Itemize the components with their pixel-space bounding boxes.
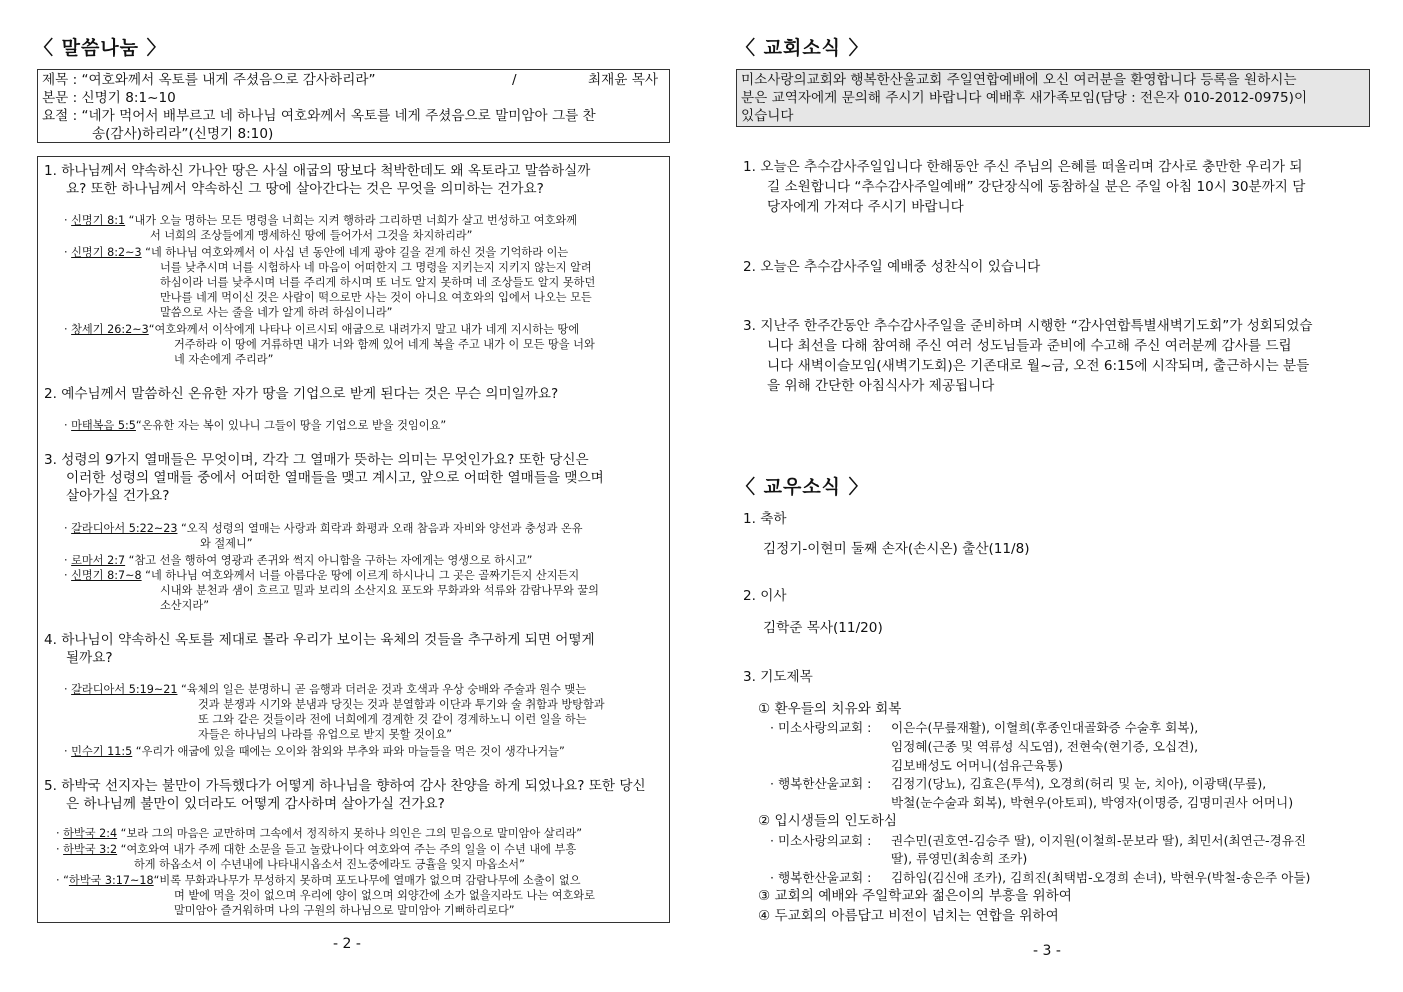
left-section-heading: 〈 말씀나눔 〉: [34, 37, 167, 59]
verse-text: “비록 무화과나무가 무성하지 못하며 포도나무에 열매가 없으며 감람나무에 소출이 없으: [153, 874, 581, 887]
verse-item: · 창세기 26:2~3“여호와께서 이삭에게 나타나 이르시되 애굽으로 내려가지 말고 내가 네게 지시하는 땅에: [64, 323, 580, 336]
verse-item: · 마태복음 5:5“온유한 자는 복이 있나니 그들이 땅을 기업으로 받을 것임이요”: [64, 419, 447, 432]
verse-text: 말씀으로 사는 줄을 네가 알게 하려 하심이니라”: [160, 306, 393, 319]
verse-item: · 하박국 2:4 “보라 그의 마음은 교만하며 그속에서 정직하지 못하나 의인은 그의 믿음으로 말미암아 살리라”: [56, 827, 583, 840]
question-4-line1: 4. 하나님이 약속하신 옥토를 제대로 몰라 우리가 보이는 육체의 것들을 추구하게 되면 어떻게: [44, 632, 595, 648]
welcome-box: [736, 69, 1370, 127]
congrats-title: 1. 축하: [743, 511, 787, 527]
verse-text: 거주하라 이 땅에 거류하면 내가 너와 함께 있어 네게 복을 주고 내가 이 모든 땅을 너와: [174, 338, 595, 351]
congrats-text: 김정기-이현미 둘째 손자(손시온) 출산(11/8): [763, 541, 1030, 557]
verse-text: 와 절제니”: [200, 537, 253, 550]
welcome-line: 있습니다: [741, 108, 794, 124]
question-5-line1: 5. 하박국 선지자는 불만이 가득했다가 어떻게 하나님을 향하여 감사 찬양을 하게 되었나요? 또한 당신: [44, 778, 646, 794]
verse-text: “여호와께서 이삭에게 나타나 이르시되 애굽으로 내려가지 말고 내가 네게 지시하는 땅에: [148, 323, 580, 336]
welcome-line: 분은 교역자에게 문의해 주시기 바랍니다 예배후 새가족모임(담당 : 전은자 010-2012-0975)이: [741, 90, 1308, 106]
prayer-2-church-b-label: · 행복한산울교회 :: [770, 870, 872, 885]
sermon-summary-label: 요절 :: [42, 108, 82, 124]
verse-item: · “하박국 3:17~18“비록 무화과나무가 무성하지 못하며 포도나무에 열매가 없으며 감람나무에 소출이 없으: [56, 874, 581, 887]
sermon-text: 신명기 8:1~10: [81, 90, 176, 106]
verse-reference: 하박국 3:17~18: [68, 874, 154, 887]
prayer-1-church-b-line: 박철(눈수술과 회복), 박현우(아토피), 박영자(이명증, 김명미권사 어머니): [891, 795, 1294, 810]
verse-text: “네 하나님 여호와께서 이 사십 년 동안에 네게 광야 길을 걷게 하신 것을 기억하라 이는: [145, 246, 569, 259]
member-news-heading: 〈 교우소식 〉: [736, 476, 869, 498]
verse-text: 네 자손에게 주리라”: [174, 353, 274, 366]
move-title: 2. 이사: [743, 588, 787, 604]
prayer-1-church-b-line: 김정기(당뇨), 김효은(투석), 오경희(허리 및 눈, 치아), 이광택(무릎),: [891, 776, 1267, 791]
verse-text: “오직 성령의 열매는 사랑과 희락과 화평과 오래 참음과 자비와 양선과 충성과 온유: [181, 522, 583, 535]
prayer-2-church-a-line: 딸), 류영민(최송희 조카): [891, 851, 1028, 866]
verse-text: 또 그와 같은 것들이라 전에 너희에게 경계한 것 같이 경계하노니 이런 일을 하는: [198, 713, 587, 726]
prayer-2-church-a-line: 권수민(권호연-김승주 딸), 이지원(이철희-문보라 딸), 최민서(최연근-경유진: [891, 833, 1307, 848]
verse-reference: 갈라디아서 5:19~21: [71, 683, 178, 696]
question-3-line3: 살아가실 건가요?: [66, 488, 170, 504]
verse-text: “참고 선을 행하여 영광과 존귀와 썩지 아니함을 구하는 자에게는 영생으로 하시고”: [128, 554, 533, 567]
question-1-line2: 요? 또한 하나님께서 약속하신 그 땅에 살아간다는 것은 무엇을 의미하는 건가요?: [66, 181, 544, 197]
verse-text: 것과 분쟁과 시기와 분냄과 당짓는 것과 분열함과 이단과 투기와 술 취함과 방탕함과: [198, 698, 605, 711]
verse-reference: 로마서 2:7: [71, 554, 126, 567]
verse-text: 자들은 하나님의 나라를 유업으로 받지 못할 것이요”: [198, 728, 453, 741]
verse-reference: 하박국 2:4: [63, 827, 118, 840]
verse-text: 말미암아 즐거워하며 나의 구원의 하나님으로 말미암아 기뻐하리로다”: [174, 904, 515, 917]
sermon-info-box: [37, 69, 670, 143]
verse-item: · 신명기 8:2~3 “네 하나님 여호와께서 이 사십 년 동안에 네게 광야 길을 걷게 하신 것을 기억하라 이는: [64, 246, 569, 259]
verse-reference: 신명기 8:1: [71, 214, 126, 227]
question-1-line1: 1. 하나님께서 약속하신 가나안 땅은 사실 애굽의 땅보다 척박한데도 왜 옥토라고 말씀하실까: [44, 163, 591, 179]
verse-reference: 갈라디아서 5:22~23: [71, 522, 178, 535]
prayer-2-church-a-label: · 미소사랑의교회 :: [770, 833, 872, 848]
verse-text: 서 너희의 조상들에게 맹세하신 땅에 들어가서 그것을 차지하리라”: [150, 229, 473, 242]
prayer-1-church-a-label: · 미소사랑의교회 :: [770, 720, 872, 735]
prayer-1-church-a-line: 임정혜(근종 및 역류성 식도염), 전현숙(현기증, 오십견),: [891, 739, 1199, 754]
prayer-1-church-a-line: 이은수(무릎재활), 이혈희(후종인대골화증 수술후 회복),: [891, 720, 1199, 735]
verse-text: 며 밭에 먹을 것이 없으며 우리에 양이 없으며 외양간에 소가 없을지라도 나는 여호와로: [174, 889, 595, 902]
verse-reference: 창세기 26:2~3: [71, 323, 149, 336]
prayer-2-title: ② 입시생들의 인도하심: [758, 813, 898, 829]
prayer-3: ③ 교회의 예배와 주일학교와 젊은이의 부흥을 위하여: [758, 888, 1072, 904]
news-item-2: 2. 오늘은 추수감사주일 예배중 성찬식이 있습니다: [743, 259, 1041, 275]
page-number-left: - 2 -: [333, 936, 361, 952]
verse-text: “여호와여 내가 주께 대한 소문을 듣고 놀랐나이다 여호와여 주는 주의 일을 이 수년 내에 부흥: [120, 843, 577, 856]
sermon-text-label: 본문 :: [42, 90, 82, 106]
verse-text: 너를 낮추시며 너를 시험하사 네 마음이 어떠한지 그 명령을 지키는지 지키지 않는지 알려: [160, 261, 592, 274]
question-4-line2: 될까요?: [66, 650, 113, 666]
verse-reference: 신명기 8:7~8: [71, 569, 142, 582]
verse-text: 하게 하옵소서 이 수년내에 나타내시옵소서 진노중에라도 긍휼을 잊지 마옵소서”: [134, 858, 525, 871]
news-item-1: 1. 오늘은 추수감사주일입니다 한해동안 주신 주님의 은혜를 떠올리며 감사로 충만한 우리가 되 길 소원합니다 “추수감사주일예배” 강단장식에 동참하실 분은 주일 아침 10시 30분까지 담 당자에게 가져다 주시기 바랍니다: [743, 159, 1306, 215]
sermon-slash: /: [512, 72, 517, 88]
welcome-line: 미소사랑의교회와 행복한산울교회 주일연합예배에 오신 여러분을 환영합니다 등록을 원하시는: [741, 72, 1297, 88]
verse-reference: 하박국 3:2: [63, 843, 118, 856]
sermon-summary-line2: 송(감사)하리라”(신명기 8:10): [92, 126, 274, 142]
sermon-preacher: 최재윤 목사: [588, 72, 658, 88]
verse-reference: 민수기 11:5: [71, 745, 133, 758]
verse-text: “온유한 자는 복이 있나니 그들이 땅을 기업으로 받을 것임이요”: [135, 419, 447, 432]
questions-box: [37, 156, 670, 923]
verse-reference: 마태복음 5:5: [71, 419, 136, 432]
verse-text: “우리가 애굽에 있을 때에는 오이와 참외와 부추와 파와 마늘들을 먹은 것이 생각나거늘”: [135, 745, 565, 758]
prayer-1-church-a-line: 김보배성도 어머니(섬유근육통): [891, 758, 1063, 773]
sermon-title-label: 제목 :: [42, 72, 82, 88]
verse-item: · 갈라디아서 5:19~21 “육체의 일은 분명하니 곧 음행과 더러운 것과 호색과 우상 숭배와 주술과 원수 맺는: [64, 683, 587, 696]
news-item-3: 3. 지난주 한주간동안 추수감사주일을 준비하며 시행한 “감사연합특별새벽기도회”가 성회되었습 니다 최선을 다해 참여해 주신 여러 성도님들과 준비에 수고해 주신 여러분께 감사를 드립 니다 새벽이슬모임(새벽기도회)은 기존대로 월~금, 오전 6:15에 시작되며, 출근하시는 분들 을 위해 간단한 아침식사가 제공됩니다: [743, 318, 1313, 394]
verse-item: · 신명기 8:1 “내가 오늘 명하는 모든 명령을 너희는 지켜 행하라 그리하면 너희가 살고 번성하고 여호와께: [64, 214, 578, 227]
verse-text: 시내와 분천과 샘이 흐르고 밀과 보리의 소산지요 포도와 무화과와 석류와 감람나무와 꿀의: [160, 584, 599, 597]
question-2-line1: 2. 예수님께서 말씀하신 온유한 자가 땅을 기업으로 받게 된다는 것은 무슨 의미일까요?: [44, 386, 559, 402]
verse-item: · 민수기 11:5 “우리가 애굽에 있을 때에는 오이와 참외와 부추와 파와 마늘들을 먹은 것이 생각나거늘”: [64, 745, 565, 758]
page-number-right: - 3 -: [1033, 943, 1061, 959]
sermon-summary-line1: “네가 먹어서 배부르고 네 하나님 여호와께서 옥토를 네게 주셨음으로 말미암아 그를 찬: [81, 108, 596, 124]
verse-text: 소산지라”: [160, 599, 210, 612]
question-5-line2: 은 하나님께 불만이 있더라도 어떻게 감사하며 살아가실 건가요?: [66, 796, 445, 812]
move-text: 김학준 목사(11/20): [763, 620, 883, 636]
verse-text: “내가 오늘 명하는 모든 명령을 너희는 지켜 행하라 그리하면 너희가 살고 번성하고 여호와께: [128, 214, 578, 227]
verse-item: · 신명기 8:7~8 “네 하나님 여호와께서 너를 아름다운 땅에 이르게 하시나니 그 곳은 골짜기든지 산지든지: [64, 569, 580, 582]
verse-text: 하심이라 너를 낮추시며 너를 주리게 하시며 또 너도 알지 못하며 네 조상들도 알지 못하던: [160, 276, 596, 289]
question-3-line1: 3. 성령의 9가지 열매들은 무엇이며, 각각 그 열매가 뜻하는 의미는 무엇인가요? 또한 당신은: [44, 452, 589, 468]
sermon-title: “여호와께서 옥토를 내게 주셨음으로 감사하리라”: [81, 72, 376, 88]
verse-reference: 신명기 8:2~3: [71, 246, 142, 259]
verse-item: · 갈라디아서 5:22~23 “오직 성령의 열매는 사랑과 희락과 화평과 오래 참음과 자비와 양선과 충성과 온유: [64, 522, 583, 535]
prayer-1-church-b-label: · 행복한산울교회 :: [770, 776, 872, 791]
verse-text: “네 하나님 여호와께서 너를 아름다운 땅에 이르게 하시나니 그 곳은 골짜기든지 산지든지: [145, 569, 580, 582]
prayer-1-title: ① 환우들의 치유와 회복: [758, 701, 902, 717]
verse-text: 만나를 네게 먹이신 것은 사람이 떡으로만 사는 것이 아니요 여호와의 입에서 나오는 모든: [160, 291, 592, 304]
verse-item: · 로마서 2:7 “참고 선을 행하여 영광과 존귀와 썩지 아니함을 구하는 자에게는 영생으로 하시고”: [64, 554, 533, 567]
question-3-line2: 이러한 성령의 열매들 중에서 어떠한 열매들을 맺고 계시고, 앞으로 어떠한 열매들을 맺으며: [66, 470, 604, 486]
prayer-2-church-b-line: 김하임(김신애 조카), 김희진(최택범-오경희 손녀), 박현우(박철-송은주 아들): [891, 870, 1311, 885]
church-news-heading: 〈 교회소식 〉: [736, 37, 869, 59]
verse-text: “육체의 일은 분명하니 곧 음행과 더러운 것과 호색과 우상 숭배와 주술과 원수 맺는: [181, 683, 587, 696]
verse-text: “보라 그의 마음은 교만하며 그속에서 정직하지 못하나 의인은 그의 믿음으로 말미암아 살리라”: [120, 827, 583, 840]
verse-item: · 하박국 3:2 “여호와여 내가 주께 대한 소문을 듣고 놀랐나이다 여호와여 주는 주의 일을 이 수년 내에 부흥: [56, 843, 577, 856]
prayer-4: ④ 두교회의 아름답고 비전이 넘치는 연합을 위하여: [758, 908, 1059, 924]
prayer-title: 3. 기도제목: [743, 669, 813, 685]
verse-open-quote: “: [63, 874, 69, 887]
